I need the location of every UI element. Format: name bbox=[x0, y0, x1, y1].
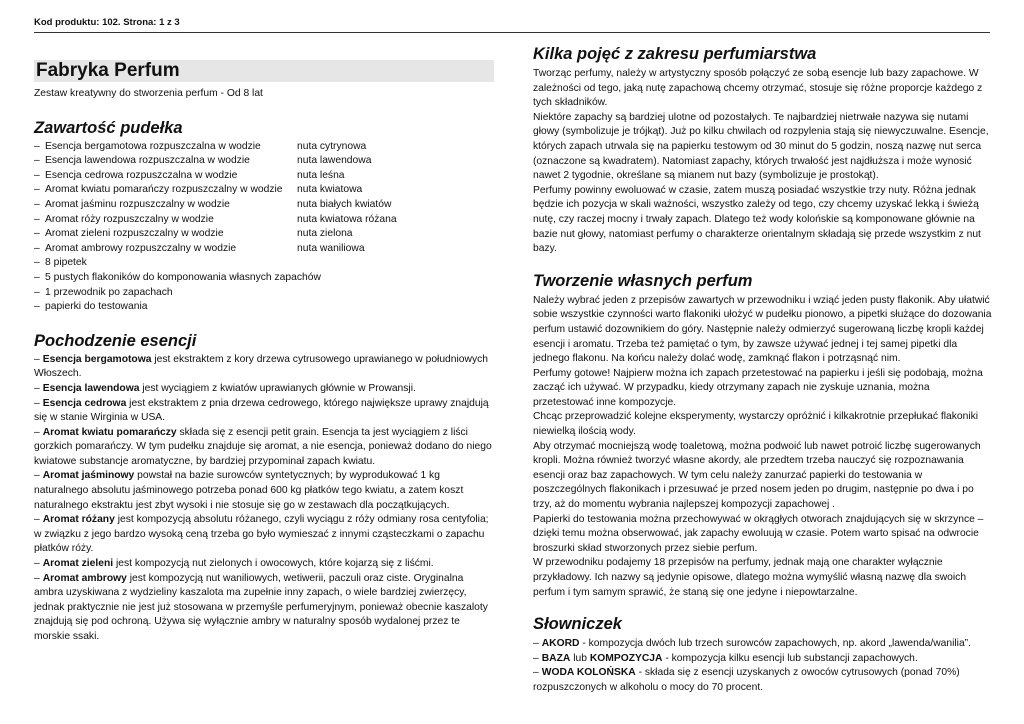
page-title: Fabryka Perfum bbox=[34, 60, 494, 82]
creating-paragraph: Perfumy gotowe! Najpierw można ich zapach przetestować na papierku i jeśli się podobają, można zacząć ich używać. W przypadku, kiedy otrzymany zapach nie zyskuje uznania, można przetestować inne kompozycje. bbox=[533, 367, 983, 408]
origin-text: składa się z esencji petit grain. Esencja ta jest wyciągiem z liści gorzkich pomarańczy. W tym pudełku znajduje się aromat, a nie esencja, ponieważ dodano do niego kwiatowe substancje aromatyczne, by bardziej przypominał zapach kwiatu. bbox=[34, 426, 492, 467]
origin-term: Aromat zieleni bbox=[42, 558, 114, 570]
glossary-term: KOMPOZYCJA bbox=[589, 652, 663, 664]
origin-term: Aromat ambrowy bbox=[42, 572, 127, 584]
list-item: – 5 pustych flakoników do komponowania własnych zapachów bbox=[34, 271, 494, 286]
item-note: nuta kwiatowa bbox=[297, 184, 363, 196]
origin-text: jest kompozycją absolutu różanego, czyli wyciągu z róży odmiany rosa centyfolia; w związku z jego bardzo wysoką ceną trzeba go było wymieszać z innymi cząsteczkami o zapachu płatków róży. bbox=[34, 514, 489, 555]
list-item bbox=[34, 140, 494, 155]
origin-list bbox=[34, 353, 494, 645]
item-note: nuta kwiatowa różana bbox=[297, 213, 397, 225]
origin-paragraph: – Esencja cedrowa jest ekstraktem z pnia drzewa cedrowego, którego największe uprawy znajdują się w stanie Wirginia w USA. bbox=[34, 397, 489, 424]
origin-paragraph: – Aromat różany jest kompozycją absolutu różanego, czyli wyciągu z róży odmiany rosa centyfolia; w związku z jego bardzo wysoką ceną trzeba go było wymieszać z innymi cząsteczkami o zapachu płatków róży. bbox=[34, 514, 489, 555]
item-name: Aromat ambrowy rozpuszczalny w wodzie bbox=[45, 242, 237, 254]
item-name: Esencja bergamotowa rozpuszczalna w wodzie bbox=[45, 140, 261, 152]
box-contents-list bbox=[34, 140, 494, 315]
glossary-term: WODA KOLOŃSKA bbox=[541, 667, 636, 679]
list-item bbox=[34, 169, 494, 184]
origin-term: Aromat jaśminowy bbox=[42, 470, 135, 482]
item-note: nuta zielona bbox=[297, 228, 353, 240]
origin-term: Aromat kwiatu pomarańczy bbox=[42, 426, 177, 438]
item-note: nuta lawendowa bbox=[297, 155, 372, 167]
origin-heading: Pochodzenie esencji bbox=[34, 331, 197, 350]
item-note: nuta leśna bbox=[297, 169, 345, 181]
origin-term: Esencja lawendowa bbox=[42, 382, 140, 394]
item-name: Aromat jaśminu rozpuszczalny w wodzie bbox=[45, 198, 230, 210]
origin-paragraph: – Esencja bergamotowa jest ekstraktem z kory drzewa cytrusowego uprawianego w południowych Włoszech. bbox=[34, 353, 488, 380]
origin-text: jest ekstraktem z pnia drzewa cedrowego, którego największe uprawy znajdują się w stanie Wirginia w USA. bbox=[34, 397, 489, 424]
origin-text: jest ekstraktem z kory drzewa cytrusowego uprawianego w południowych Włoszech. bbox=[34, 353, 488, 380]
list-item bbox=[34, 183, 494, 198]
list-item bbox=[34, 227, 494, 242]
origin-text: jest kompozycją nut waniliowych, wetiwerii, paczuli oraz ciste. Oryginalna ambra uzyskiwana z wydzieliny kaszalota ma zupełnie inny zapach, o wiele bardziej zwierzęcy, jednak praktycznie nie jest już stosowana w przemyśle perfumeryjnym, ponieważ obecnie kaszaloty znajdują się pod ochroną. Używa się wyłącznie ambry w naturalny sposób wydalonej przez te morskie ssaki. bbox=[34, 572, 488, 642]
concepts-paragraph: Tworząc perfumy, należy w artystyczny sposób połączyć ze sobą esencje lub bazy zapachowe. W zależności od tego, jaką nutę zapachową chcemy otrzymać, stosuje się różne proporcje każdego z tych składników. bbox=[533, 68, 983, 109]
item-note: nuta waniliowa bbox=[297, 242, 365, 254]
origin-term: Esencja bergamotowa bbox=[42, 353, 152, 365]
glossary-entry: – BAZA lub KOMPOZYCJA - kompozycja kilku esencji lub substancji zapachowych. bbox=[533, 652, 918, 664]
page-header: Kod produktu: 102. Strona: 1 z 3 bbox=[34, 16, 990, 33]
list-item bbox=[34, 213, 494, 228]
item-note: nuta cytrynowa bbox=[297, 140, 367, 152]
glossary-text: - kompozycja kilku esencji lub substancji zapachowych. bbox=[662, 652, 918, 664]
origin-paragraph: – Aromat ambrowy jest kompozycją nut waniliowych, wetiwerii, paczuli oraz ciste. Oryginalna ambra uzyskiwana z wydzieliny kaszalota ma zupełnie inny zapach, o wiele bardziej zwierzęcy, jednak praktycznie nie jest już stosowana w przemyśle perfumeryjnym, ponieważ obecnie kaszaloty znajdują się pod ochroną. Używa się wyłącznie ambry w naturalny sposób wydalonej przez te morskie ssaki. bbox=[34, 572, 488, 642]
item-name: Aromat zieleni rozpuszczalny w wodzie bbox=[45, 228, 224, 240]
origin-text: jest kompozycją nut zielonych i owocowych, które kojarzą się z liśćmi. bbox=[113, 558, 434, 570]
creating-paragraph: W przewodniku podajemy 18 przepisów na perfumy, jednak mają one charakter wyłącznie przykładowy. Ich nazwy są jedynie opisowe, dlatego można wymyślić własną nazwę dla swoich perfum i tym samym sprawić, że staną się one jedyne i niepowtarzalne. bbox=[533, 557, 967, 598]
right-column bbox=[533, 44, 993, 696]
concepts-paragraph: Niektóre zapachy są bardziej ulotne od pozostałych. Te najbardziej nietrwałe nazywa się nutami głowy (symbolizuje je trójkąt). Już po kilku chwilach od rozpylenia stają się niewyczuwalne. Esencje, których zapach utrwala się na papierku testowym od 30 minut do 5 godzin, noszą nazwę nut serca (oznaczone są kwadratem). Natomiast zapachy, których trwałość jest najdłuższa i może wynosić nawet 2 tygodnie, określane są mianem nut bazy (symbolizuje je prostokąt). bbox=[533, 111, 989, 182]
creating-paragraph: Aby otrzymać mocniejszą wodę toaletową, można podwoić lub nawet potroić liczbę sugerowanych kropli. Można również tworzyć własne akordy, ale przedtem trzeba nauczyć się rozpoznawania esencji oraz baz zapachowych. W tym celu należy zanurzać papierki do testowania w poszczególnych flakonikach i przesuwać je przed nosem jeden po drugim, następnie po dwa i po trzy, aż do momentu wybrania najlepszej kompozycji zapachowej . bbox=[533, 440, 981, 511]
glossary-entry: – WODA KOLOŃSKA - składa się z esencji uzyskanych z owoców cytrusowych (ponad 70%) rozpuszczonych w alkoholu o mocy do 70 procent. bbox=[533, 667, 960, 693]
item-name: Esencja cedrowa rozpuszczalna w wodzie bbox=[45, 169, 238, 181]
creating-paragraph: Chcąc przeprowadzić kolejne eksperymenty, wystarczy opróżnić i kilkakrotnie przepłukać flakoniki niewielką ilością wody. bbox=[533, 411, 979, 438]
left-column bbox=[34, 44, 494, 645]
glossary-entry: – AKORD - kompozycja dwóch lub trzech surowców zapachowych, np. akord „lawenda/wanilia”. bbox=[533, 638, 971, 650]
item-name: Aromat róży rozpuszczalny w wodzie bbox=[45, 213, 214, 225]
origin-text: powstał na bazie surowców syntetycznych; by wyprodukować 1 kg naturalnego absolutu jaśminowego potrzeba ponad 600 kg płatków tego kwiatu, a zatem koszt naturalnego ekstraktu jest zbyt wysoki i nie stosuje się go w zestawach dla początkujących. bbox=[34, 470, 464, 511]
glossary-text: lub bbox=[570, 652, 590, 664]
origin-text: jest wyciągiem z kwiatów uprawianych głównie w Prowansji. bbox=[139, 382, 416, 394]
list-item: – papierki do testowania bbox=[34, 300, 494, 315]
creating-paragraph: Papierki do testowania można przechowywać w okrągłych otworach znajdujących się w skrzynce – dzięki temu można obserwować, jak zapachy ewoluują w czasie. Potem warto spisać na odwrocie broszurki skład stworzonych przez siebie perfum. bbox=[533, 513, 984, 554]
item-name: Esencja lawendowa rozpuszczalna w wodzie bbox=[45, 155, 250, 167]
list-item bbox=[34, 154, 494, 169]
creating-heading: Tworzenie własnych perfum bbox=[533, 271, 753, 290]
list-item bbox=[34, 198, 494, 213]
origin-term: Aromat różany bbox=[42, 514, 115, 526]
glossary-term: BAZA bbox=[541, 652, 571, 664]
origin-paragraph: – Esencja lawendowa jest wyciągiem z kwiatów uprawianych głównie w Prowansji. bbox=[34, 382, 416, 394]
origin-paragraph: – Aromat kwiatu pomarańczy składa się z esencji petit grain. Esencja ta jest wyciągiem z liści gorzkich pomarańczy. W tym pudełku znajduje się aromat, a nie esencja, ponieważ dodano do niego kwiatowe substancje aromatyczne, by bardziej przypominał zapach kwiatu. bbox=[34, 426, 492, 467]
page-subtitle: Zestaw kreatywny do stworzenia perfum - Od 8 lat bbox=[34, 88, 263, 99]
concepts-heading: Kilka pojęć z zakresu perfumiarstwa bbox=[533, 45, 817, 63]
list-item bbox=[34, 242, 494, 257]
origin-paragraph: – Aromat jaśminowy powstał na bazie surowców syntetycznych; by wyprodukować 1 kg naturalnego absolutu jaśminowego potrzeba ponad 600 kg płatków tego kwiatu, a zatem koszt naturalnego ekstraktu jest zbyt wysoki i nie stosuje się go w zestawach dla początkujących. bbox=[34, 470, 464, 511]
glossary-text: - kompozycja dwóch lub trzech surowców zapachowych, np. akord „lawenda/wanilia”. bbox=[579, 638, 971, 650]
list-item: – 8 pipetek bbox=[34, 256, 494, 271]
item-note: nuta białych kwiatów bbox=[297, 198, 392, 210]
origin-term: Esencja cedrowa bbox=[42, 397, 127, 409]
creating-paragraph: Należy wybrać jeden z przepisów zawartych w przewodniku i wziąć jeden pusty flakonik. Aby ułatwić sobie wszystkie czynności warto flakoniki ułożyć w pudełku pionowo, a pipetki służące do dozowania perfum ustawić dozownikiem do góry. Następnie należy odmierzyć sugerowaną liczbę kropli każdej esencji i aromatu. Trzeba też pamiętać o tym, by zawsze używać jednej i tej samej pipetki dla jednego flakonu. Na końcu należy dolać wodę, zamknąć flakon i potrząsnąć nim. bbox=[533, 294, 992, 365]
list-item: – 1 przewodnik po zapachach bbox=[34, 286, 494, 301]
box-contents-heading: Zawartość pudełka bbox=[34, 118, 183, 137]
glossary-text: - składa się z esencji uzyskanych z owoców cytrusowych (ponad 70%) rozpuszczonych w alkoholu o mocy do 70 procent. bbox=[533, 667, 960, 693]
glossary-heading: Słowniczek bbox=[533, 615, 622, 634]
glossary-term: AKORD bbox=[541, 638, 580, 650]
origin-paragraph: – Aromat zieleni jest kompozycją nut zielonych i owocowych, które kojarzą się z liśćmi. bbox=[34, 558, 434, 570]
concepts-paragraph: Perfumy powinny ewoluować w czasie, zatem muszą posiadać wszystkie trzy nuty. Różna jednak będzie ich pozycja w skali ważności, wszystko zależy od tego, czy chcemy uzyskać lekką i świeżą nutę, czy raczej mocny i trwały zapach. Dlatego też wody kolońskie są komponowane głównie na bazie nut głowy, natomiast perfumy o charakterze orientalnym składają się przede wszystkim z nut bazy. bbox=[533, 184, 981, 255]
item-name: Aromat kwiatu pomarańczy rozpuszczalny w wodzie bbox=[45, 184, 283, 196]
